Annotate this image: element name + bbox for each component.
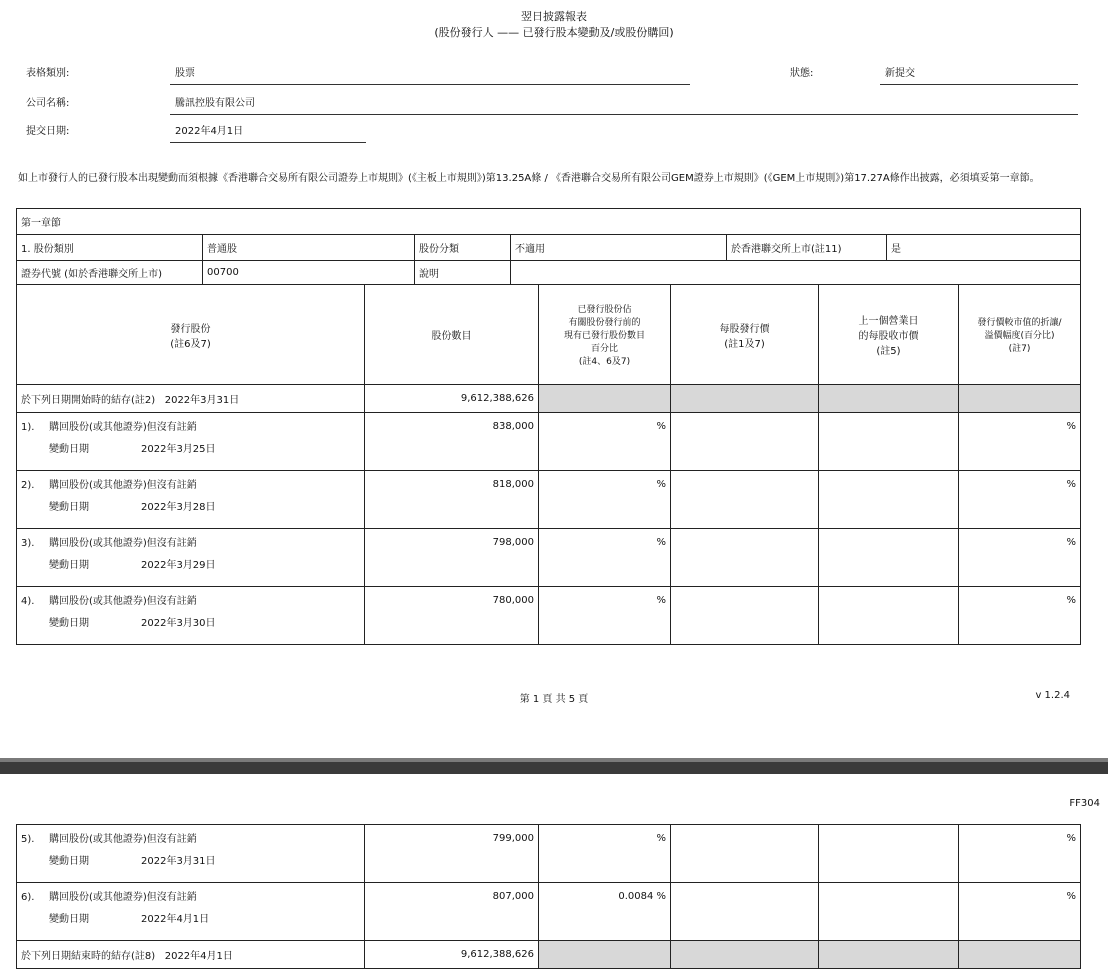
description-label: 說明 [415, 261, 511, 285]
shaded-cell [959, 385, 1081, 413]
section-info-table [16, 208, 1081, 285]
form-type-label: 表格類別: [26, 68, 70, 79]
description-value [511, 261, 1081, 285]
status-label: 狀態: [790, 68, 814, 79]
col-header-close: 上一個營業日 的每股收市價 (註5) [819, 285, 959, 385]
row-close [819, 825, 959, 883]
opening-balance-row [17, 385, 1081, 413]
col-header-qty: 股份數目 [365, 285, 539, 385]
row-date-label: 變動日期 [49, 502, 89, 513]
row-close [819, 883, 959, 941]
opening-qty: 9,612,388,626 [365, 385, 539, 413]
closing-balance-row [17, 941, 1081, 969]
stock-code-label: 證券代號 (如於香港聯交所上市) [17, 261, 203, 285]
row-desc: 購回股份(或其他證券)但沒有註銷 [49, 538, 197, 549]
row-price [671, 413, 819, 471]
closing-qty: 9,612,388,626 [365, 941, 539, 969]
row-desc: 購回股份(或其他證券)但沒有註銷 [49, 480, 197, 491]
page-separator [0, 758, 1108, 774]
shaded-cell [819, 385, 959, 413]
col-header-premium: 發行價較市值的折讓/ 溢價幅度(百分比) (註7) [959, 285, 1081, 385]
table-row [17, 883, 1081, 941]
company-underline [170, 114, 1078, 115]
row-date: 2022年3月29日 [141, 560, 216, 571]
row-qty: 818,000 [365, 471, 539, 529]
row-description [17, 587, 365, 645]
listed-label: 於香港聯交所上市(註11) [727, 235, 887, 261]
shaded-cell [539, 941, 671, 969]
row-pct: % [539, 587, 671, 645]
row-desc: 購回股份(或其他證券)但沒有註銷 [49, 596, 197, 607]
share-class-label: 1. 股份類別 [17, 235, 203, 261]
closing-date: 2022年4月1日 [164, 951, 233, 962]
row-qty: 807,000 [365, 883, 539, 941]
row-description [17, 883, 365, 941]
row-date: 2022年3月25日 [141, 444, 216, 455]
report-title: 翌日披露報表 [521, 10, 587, 23]
page-number: 第 1 頁 共 5 頁 [519, 694, 589, 705]
share-class-value: 普通股 [203, 235, 415, 261]
table-row [17, 825, 1081, 883]
share-movement-table-continued [16, 824, 1081, 969]
row-index: 4). [21, 596, 35, 607]
row-date: 2022年3月31日 [141, 856, 216, 867]
row-pct: % [539, 413, 671, 471]
row-close [819, 587, 959, 645]
table-row [17, 529, 1081, 587]
row-close [819, 529, 959, 587]
opening-date: 2022年3月31日 [164, 395, 240, 406]
row-index: 6). [21, 892, 35, 903]
row-date-label: 變動日期 [49, 560, 89, 571]
row-pct: % [539, 529, 671, 587]
row-qty: 780,000 [365, 587, 539, 645]
row-pct: 0.0084 % [539, 883, 671, 941]
section-title: 第一章節 [17, 209, 1081, 235]
row-date: 2022年4月1日 [141, 914, 210, 925]
share-movement-table [16, 284, 1081, 645]
row-premium: % [959, 587, 1081, 645]
form-type-value: 股票 [175, 68, 195, 79]
form-type-underline [170, 84, 690, 85]
row-premium: % [959, 825, 1081, 883]
row-date: 2022年3月28日 [141, 502, 216, 513]
shaded-cell [819, 941, 959, 969]
row-desc: 購回股份(或其他證券)但沒有註銷 [49, 892, 197, 903]
row-premium: % [959, 883, 1081, 941]
row-desc: 購回股份(或其他證券)但沒有註銷 [49, 422, 197, 433]
row-price [671, 587, 819, 645]
row-price [671, 825, 819, 883]
row-date-label: 變動日期 [49, 856, 89, 867]
col-header-price: 每股發行價 (註1及7) [671, 285, 819, 385]
status-underline [880, 84, 1078, 85]
row-price [671, 883, 819, 941]
row-index: 1). [21, 422, 35, 433]
row-close [819, 471, 959, 529]
shaded-cell [671, 385, 819, 413]
shaded-cell [671, 941, 819, 969]
row-index: 2). [21, 480, 35, 491]
row-pct: % [539, 471, 671, 529]
submit-date-underline [170, 142, 366, 143]
share-subclass-value: 不適用 [511, 235, 727, 261]
row-date-label: 變動日期 [49, 444, 89, 455]
submit-date-value: 2022年4月1日 [175, 126, 244, 137]
table-row [17, 587, 1081, 645]
shaded-cell [539, 385, 671, 413]
row-description [17, 413, 365, 471]
row-description [17, 529, 365, 587]
status-value: 新提交 [885, 68, 915, 79]
row-pct: % [539, 825, 671, 883]
row-date-label: 變動日期 [49, 914, 89, 925]
row-date-label: 變動日期 [49, 618, 89, 629]
share-subclass-label: 股份分類 [415, 235, 511, 261]
row-price [671, 529, 819, 587]
shaded-cell [959, 941, 1081, 969]
row-premium: % [959, 529, 1081, 587]
row-premium: % [959, 413, 1081, 471]
col-header-issued: 發行股份 (註6及7) [17, 285, 365, 385]
row-index: 5). [21, 834, 35, 845]
version-label: v 1.2.4 [1035, 690, 1070, 701]
listed-value: 是 [887, 235, 1081, 261]
opening-balance-label [17, 385, 365, 413]
table-row [17, 471, 1081, 529]
submit-date-label: 提交日期: [26, 126, 70, 137]
document-page-2 [0, 774, 1108, 974]
form-code: FF304 [1069, 798, 1100, 809]
row-qty: 799,000 [365, 825, 539, 883]
row-price [671, 471, 819, 529]
opening-label-text: 於下列日期開始時的結存(註2) [21, 395, 156, 406]
closing-label-text: 於下列日期結束時的結存(註8) [21, 951, 156, 962]
table-row [17, 413, 1081, 471]
closing-balance-label [17, 941, 365, 969]
stock-code-value: 00700 [203, 261, 415, 285]
company-value: 騰訊控股有限公司 [175, 98, 255, 109]
row-desc: 購回股份(或其他證券)但沒有註銷 [49, 834, 197, 845]
row-date: 2022年3月30日 [141, 618, 216, 629]
row-index: 3). [21, 538, 35, 549]
row-close [819, 413, 959, 471]
company-label: 公司名稱: [26, 98, 70, 109]
row-premium: % [959, 471, 1081, 529]
row-qty: 798,000 [365, 529, 539, 587]
col-header-pct: 已發行股份佔 有關股份發行前的 現有已發行股份數目 百分比 (註4、6及7) [539, 285, 671, 385]
intro-paragraph: 如上市發行人的已發行股本出現變動而須根據《香港聯合交易所有限公司證券上市規則》(《主板上市規則》)第13.25A條 / 《香港聯合交易所有限公司GEM證券上市規則》(《GEM上市規則》)第17.27A條作出披露，必須填妥第一章節。 [18, 173, 1040, 184]
report-subtitle: (股份發行人 —— 已發行股本變動及/或股份購回) [434, 26, 674, 39]
row-description [17, 471, 365, 529]
row-description [17, 825, 365, 883]
row-qty: 838,000 [365, 413, 539, 471]
